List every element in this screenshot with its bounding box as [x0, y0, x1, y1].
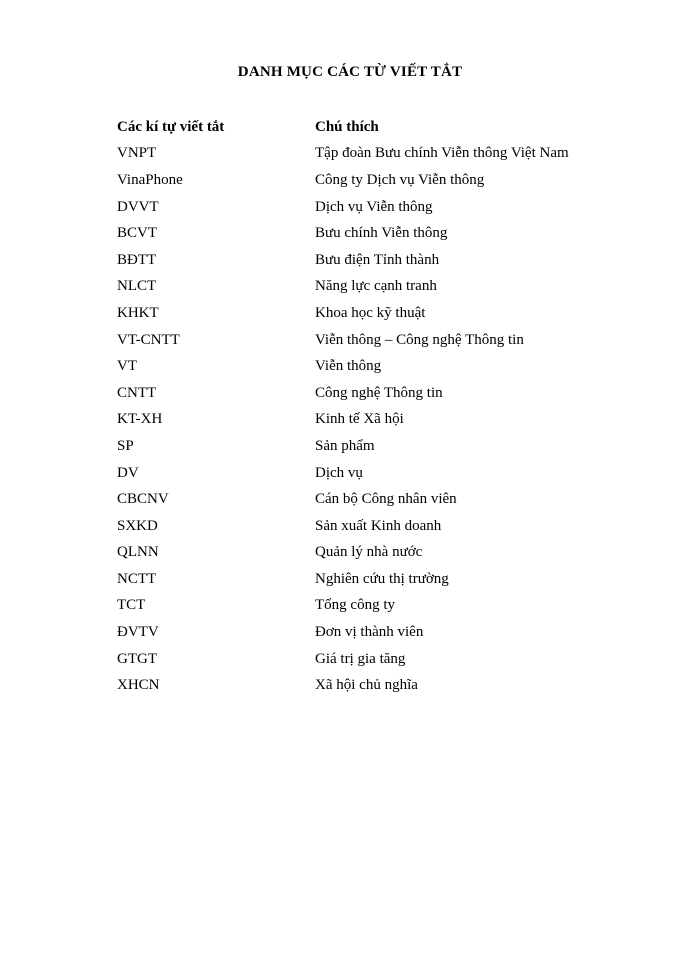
description-cell: Tập đoàn Bưu chính Viễn thông Việt Nam — [315, 145, 569, 162]
header-abbreviation: Các kí tự viết tắt — [117, 118, 225, 135]
table-row — [117, 300, 637, 327]
table-row — [117, 433, 637, 460]
abbreviation-cell: GTGT — [117, 650, 157, 667]
table-row — [117, 274, 637, 301]
abbreviation-cell: ĐVTV — [117, 624, 159, 641]
abbreviation-cell: XHCN — [117, 677, 160, 694]
description-cell: Dịch vụ Viễn thông — [315, 198, 433, 215]
abbreviation-cell: KHKT — [117, 304, 159, 321]
abbreviation-cell: BĐTT — [117, 251, 157, 268]
header-description: Chú thích — [315, 118, 379, 135]
description-cell: Dịch vụ — [315, 464, 363, 481]
description-cell: Viễn thông – Công nghệ Thông tin — [315, 331, 524, 348]
table-row — [117, 247, 637, 274]
description-cell: Khoa học kỹ thuật — [315, 304, 426, 321]
table-row — [117, 460, 637, 487]
abbreviation-cell: QLNN — [117, 544, 159, 561]
table-row — [117, 672, 637, 699]
table-row — [117, 566, 637, 593]
table-row — [117, 513, 637, 540]
abbreviation-cell: CBCNV — [117, 491, 169, 508]
table-row — [117, 220, 637, 247]
table-row — [117, 593, 637, 620]
description-cell: Kinh tế Xã hội — [315, 411, 404, 428]
description-cell: Công ty Dịch vụ Viễn thông — [315, 171, 485, 188]
abbreviation-cell: VT — [117, 358, 137, 375]
description-cell: Cán bộ Công nhân viên — [315, 491, 457, 508]
abbreviation-cell: CNTT — [117, 384, 157, 401]
description-cell: Bưu điện Tỉnh thành — [315, 251, 440, 268]
table-row — [117, 486, 637, 513]
abbreviation-cell: VT-CNTT — [117, 331, 180, 348]
table-row — [117, 619, 637, 646]
abbreviation-cell: DV — [117, 464, 139, 481]
description-cell: Giá trị gia tăng — [315, 650, 406, 667]
description-cell: Nghiên cứu thị trường — [315, 570, 449, 587]
table-row — [117, 407, 637, 434]
description-cell: Viễn thông — [315, 358, 382, 375]
abbreviation-cell: KT-XH — [117, 411, 163, 428]
table-row — [117, 194, 637, 221]
table-row — [117, 327, 637, 354]
abbreviation-cell: VNPT — [117, 145, 157, 162]
description-cell: Công nghệ Thông tin — [315, 384, 443, 401]
table-row — [117, 646, 637, 673]
abbreviation-cell: NCTT — [117, 570, 157, 587]
description-cell: Quản lý nhà nước — [315, 544, 423, 561]
abbreviation-cell: TCT — [117, 597, 146, 614]
description-cell: Sản phẩm — [315, 437, 375, 454]
description-cell: Bưu chính Viễn thông — [315, 225, 448, 242]
table-row — [117, 167, 637, 194]
description-cell: Tổng công ty — [315, 597, 395, 614]
abbreviation-cell: DVVT — [117, 198, 159, 215]
table-header-row — [117, 114, 637, 141]
table-row — [117, 380, 637, 407]
description-cell: Xã hội chủ nghĩa — [315, 677, 418, 694]
abbreviation-cell: BCVT — [117, 225, 158, 242]
table-row — [117, 540, 637, 567]
description-cell: Đơn vị thành viên — [315, 624, 424, 641]
description-cell: Năng lực cạnh tranh — [315, 278, 437, 295]
table-row — [117, 141, 637, 168]
description-cell: Sản xuất Kinh doanh — [315, 517, 442, 534]
abbreviation-table — [117, 114, 637, 699]
abbreviation-cell: SP — [117, 437, 134, 454]
table-row — [117, 353, 637, 380]
page-title: DANH MỤC CÁC TỪ VIẾT TẮT — [237, 64, 463, 80]
table-body — [117, 141, 637, 699]
abbreviation-cell: VinaPhone — [117, 171, 183, 188]
abbreviation-cell: NLCT — [117, 278, 157, 295]
abbreviation-cell: SXKD — [117, 517, 158, 534]
